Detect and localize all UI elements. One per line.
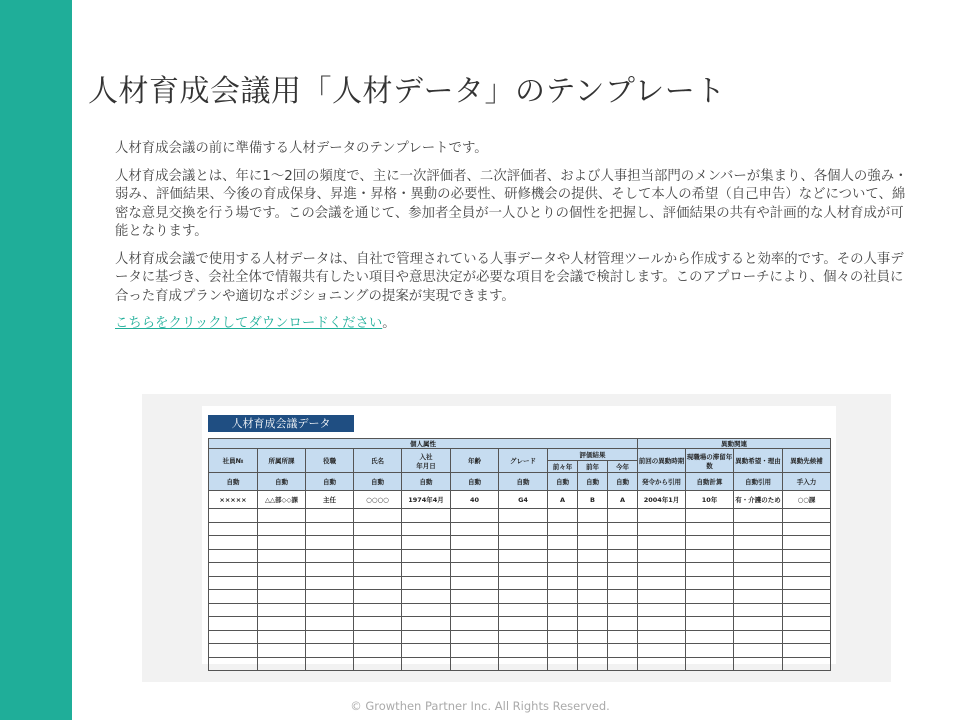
empty-cell [548, 563, 578, 577]
empty-cell [258, 576, 306, 590]
empty-cell [306, 644, 354, 658]
empty-cell [354, 563, 402, 577]
empty-cell [783, 576, 831, 590]
empty-cell [499, 617, 548, 631]
empty-cell [686, 657, 734, 671]
empty-cell [783, 522, 831, 536]
empty-cell [578, 644, 608, 658]
empty-cell [686, 563, 734, 577]
empty-cell [451, 644, 499, 658]
empty-cell [451, 509, 499, 523]
source-cell: 発令から引用 [638, 473, 686, 491]
empty-cell [638, 590, 686, 604]
empty-cell [354, 536, 402, 550]
empty-cell [209, 536, 258, 550]
column-header: 今年 [608, 461, 638, 473]
empty-cell [209, 630, 258, 644]
sheet-title: 人材育成会議データ [208, 415, 354, 432]
empty-cell [354, 603, 402, 617]
empty-cell [499, 563, 548, 577]
column-header: 役職 [306, 449, 354, 473]
column-header: 現職場の滞留年数 [686, 449, 734, 473]
empty-cell [608, 563, 638, 577]
column-header: 前年 [578, 461, 608, 473]
empty-cell [686, 509, 734, 523]
empty-cell [354, 509, 402, 523]
empty-cell [499, 522, 548, 536]
empty-cell [402, 617, 451, 631]
empty-cell [638, 522, 686, 536]
empty-cell [578, 603, 608, 617]
empty-cell [354, 644, 402, 658]
empty-cell [209, 549, 258, 563]
source-cell: 自動 [548, 473, 578, 491]
data-cell: ××××× [209, 491, 258, 509]
empty-cell [209, 563, 258, 577]
empty-cell [499, 549, 548, 563]
data-cell: 1974年4月 [402, 491, 451, 509]
empty-cell [306, 576, 354, 590]
empty-cell [608, 536, 638, 550]
empty-cell [548, 509, 578, 523]
empty-cell [258, 630, 306, 644]
empty-cell [734, 657, 783, 671]
source-cell: 自動 [306, 473, 354, 491]
empty-cell [354, 657, 402, 671]
talent-data-table [208, 438, 831, 671]
empty-cell [258, 657, 306, 671]
empty-cell [608, 657, 638, 671]
empty-cell [548, 590, 578, 604]
source-cell: 自動 [451, 473, 499, 491]
empty-cell [734, 617, 783, 631]
empty-cell [209, 603, 258, 617]
data-cell: ○○課 [783, 491, 831, 509]
empty-cell [499, 630, 548, 644]
source-cell: 自動計算 [686, 473, 734, 491]
data-cell: △△部◇◇課 [258, 491, 306, 509]
empty-cell [578, 630, 608, 644]
empty-cell [402, 509, 451, 523]
source-cell: 自動 [499, 473, 548, 491]
download-link[interactable]: こちらをクリックしてダウンロードください [115, 316, 383, 331]
empty-cell [578, 617, 608, 631]
group-header-personal: 個人属性 [209, 439, 638, 449]
data-cell: 主任 [306, 491, 354, 509]
empty-cell [306, 630, 354, 644]
empty-cell [734, 603, 783, 617]
empty-cell [686, 630, 734, 644]
empty-cell [209, 576, 258, 590]
column-header: グレード [499, 449, 548, 473]
source-cell: 手入力 [783, 473, 831, 491]
empty-cell [548, 657, 578, 671]
data-cell: G4 [499, 491, 548, 509]
empty-cell [209, 522, 258, 536]
group-header-transfer: 異動関連 [638, 439, 831, 449]
empty-cell [402, 630, 451, 644]
data-cell: B [578, 491, 608, 509]
empty-cell [638, 563, 686, 577]
empty-cell [451, 590, 499, 604]
description [115, 140, 915, 343]
empty-cell [402, 576, 451, 590]
empty-cell [548, 576, 578, 590]
column-header-eval: 評価結果 [548, 449, 638, 461]
empty-cell [499, 590, 548, 604]
empty-cell [354, 576, 402, 590]
empty-cell [608, 590, 638, 604]
empty-cell [783, 563, 831, 577]
column-header: 入社 年月日 [402, 449, 451, 473]
empty-cell [548, 644, 578, 658]
empty-cell [402, 549, 451, 563]
empty-cell [451, 576, 499, 590]
empty-cell [402, 644, 451, 658]
empty-cell [451, 563, 499, 577]
empty-cell [686, 617, 734, 631]
definition-paragraph: 人材育成会議とは、年に1～2回の頻度で、主に一次評価者、二次評価者、および人事担当部門のメンバーが集まり、各個人の強み・弱み、評価結果、今後の育成保身、昇進・昇格・異動の必要性、研修機会の提供、そして本人の希望（自己申告）などについて、綿密な意見交換を行う場です。この会議を通じて、参加者全員が一人ひとりの個性を把握し、評価結果の共有や計画的な人材育成が可能となります。 [115, 168, 908, 239]
empty-cell [686, 603, 734, 617]
copyright: © Growthen Partner Inc. All Rights Reserved. [350, 699, 610, 713]
empty-cell [306, 563, 354, 577]
empty-cell [686, 644, 734, 658]
empty-cell [686, 590, 734, 604]
empty-cell [258, 617, 306, 631]
empty-cell [451, 617, 499, 631]
empty-cell [499, 603, 548, 617]
empty-cell [306, 522, 354, 536]
empty-cell [783, 630, 831, 644]
empty-cell [499, 536, 548, 550]
empty-cell [734, 630, 783, 644]
empty-cell [209, 617, 258, 631]
empty-cell [209, 644, 258, 658]
empty-cell [306, 509, 354, 523]
empty-cell [783, 603, 831, 617]
data-cell: 10年 [686, 491, 734, 509]
empty-cell [306, 657, 354, 671]
empty-cell [499, 644, 548, 658]
empty-cell [608, 522, 638, 536]
empty-cell [783, 617, 831, 631]
empty-cell [608, 549, 638, 563]
empty-cell [734, 522, 783, 536]
empty-cell [608, 603, 638, 617]
empty-cell [734, 549, 783, 563]
empty-cell [354, 630, 402, 644]
empty-cell [686, 536, 734, 550]
empty-cell [578, 536, 608, 550]
column-header: 異動先候補 [783, 449, 831, 473]
empty-cell [578, 590, 608, 604]
empty-cell [734, 576, 783, 590]
source-cell: 自動引用 [734, 473, 783, 491]
empty-cell [209, 590, 258, 604]
empty-cell [548, 549, 578, 563]
source-cell: 自動 [578, 473, 608, 491]
empty-cell [499, 509, 548, 523]
empty-cell [402, 603, 451, 617]
empty-cell [686, 522, 734, 536]
empty-cell [402, 657, 451, 671]
empty-cell [258, 590, 306, 604]
empty-cell [638, 549, 686, 563]
empty-cell [402, 522, 451, 536]
accent-sidebar [0, 0, 72, 720]
empty-cell [258, 549, 306, 563]
empty-cell [402, 563, 451, 577]
usage-paragraph: 人材育成会議で使用する人材データは、自社で管理されている人事データや人材管理ツールから作成すると効率的です。その人事データに基づき、会社全体で情報共有したい項目や意思決定が必要な項目を会議で検討します。このアプローチにより、個々の社員に合った育成プランや適切なポジショニングの提案が実現できます。 [115, 251, 904, 304]
empty-cell [451, 630, 499, 644]
column-header: 年齢 [451, 449, 499, 473]
empty-cell [548, 630, 578, 644]
empty-cell [686, 576, 734, 590]
empty-cell [783, 590, 831, 604]
column-header: 前回の異動時期 [638, 449, 686, 473]
empty-cell [499, 657, 548, 671]
empty-cell [608, 576, 638, 590]
empty-cell [258, 563, 306, 577]
empty-cell [451, 522, 499, 536]
link-suffix: 。 [382, 316, 396, 331]
empty-cell [578, 657, 608, 671]
empty-cell [306, 617, 354, 631]
empty-cell [548, 522, 578, 536]
empty-cell [783, 657, 831, 671]
data-cell: 有・介護のため [734, 491, 783, 509]
data-cell: A [548, 491, 578, 509]
empty-cell [783, 536, 831, 550]
source-cell: 自動 [608, 473, 638, 491]
empty-cell [258, 509, 306, 523]
empty-cell [638, 536, 686, 550]
empty-cell [608, 617, 638, 631]
empty-cell [638, 644, 686, 658]
source-cell: 自動 [354, 473, 402, 491]
intro-paragraph: 人材育成会議の前に準備する人材データのテンプレートです。 [115, 141, 488, 156]
column-header: 所属所課 [258, 449, 306, 473]
page-title: 人材育成会議用「人材データ」のテンプレート [88, 74, 726, 109]
empty-cell [638, 657, 686, 671]
empty-cell [734, 509, 783, 523]
empty-cell [209, 657, 258, 671]
empty-cell [638, 509, 686, 523]
empty-cell [451, 657, 499, 671]
empty-cell [608, 630, 638, 644]
empty-cell [258, 603, 306, 617]
empty-cell [306, 549, 354, 563]
data-cell: 40 [451, 491, 499, 509]
empty-cell [548, 603, 578, 617]
empty-cell [451, 536, 499, 550]
empty-cell [209, 509, 258, 523]
empty-cell [734, 644, 783, 658]
empty-cell [578, 576, 608, 590]
empty-cell [578, 509, 608, 523]
empty-cell [734, 590, 783, 604]
empty-cell [258, 536, 306, 550]
data-cell: A [608, 491, 638, 509]
empty-cell [783, 509, 831, 523]
data-cell: ○○○○ [354, 491, 402, 509]
empty-cell [578, 549, 608, 563]
empty-cell [354, 590, 402, 604]
source-cell: 自動 [258, 473, 306, 491]
empty-cell [638, 630, 686, 644]
data-cell: 2004年1月 [638, 491, 686, 509]
column-header: 氏名 [354, 449, 402, 473]
empty-cell [783, 549, 831, 563]
empty-cell [783, 644, 831, 658]
column-header: 社員№ [209, 449, 258, 473]
empty-cell [734, 536, 783, 550]
source-cell: 自動 [209, 473, 258, 491]
empty-cell [354, 522, 402, 536]
empty-cell [451, 549, 499, 563]
empty-cell [548, 617, 578, 631]
empty-cell [258, 644, 306, 658]
empty-cell [578, 563, 608, 577]
empty-cell [578, 522, 608, 536]
empty-cell [608, 644, 638, 658]
empty-cell [306, 536, 354, 550]
empty-cell [258, 522, 306, 536]
empty-cell [608, 509, 638, 523]
empty-cell [354, 617, 402, 631]
empty-cell [638, 617, 686, 631]
empty-cell [451, 603, 499, 617]
empty-cell [306, 603, 354, 617]
empty-cell [548, 536, 578, 550]
empty-cell [402, 536, 451, 550]
empty-cell [638, 603, 686, 617]
empty-cell [686, 549, 734, 563]
empty-cell [402, 590, 451, 604]
source-cell: 自動 [402, 473, 451, 491]
empty-cell [306, 590, 354, 604]
empty-cell [499, 576, 548, 590]
column-header: 前々年 [548, 461, 578, 473]
column-header: 異動希望・理由 [734, 449, 783, 473]
empty-cell [638, 576, 686, 590]
empty-cell [734, 563, 783, 577]
empty-cell [354, 549, 402, 563]
